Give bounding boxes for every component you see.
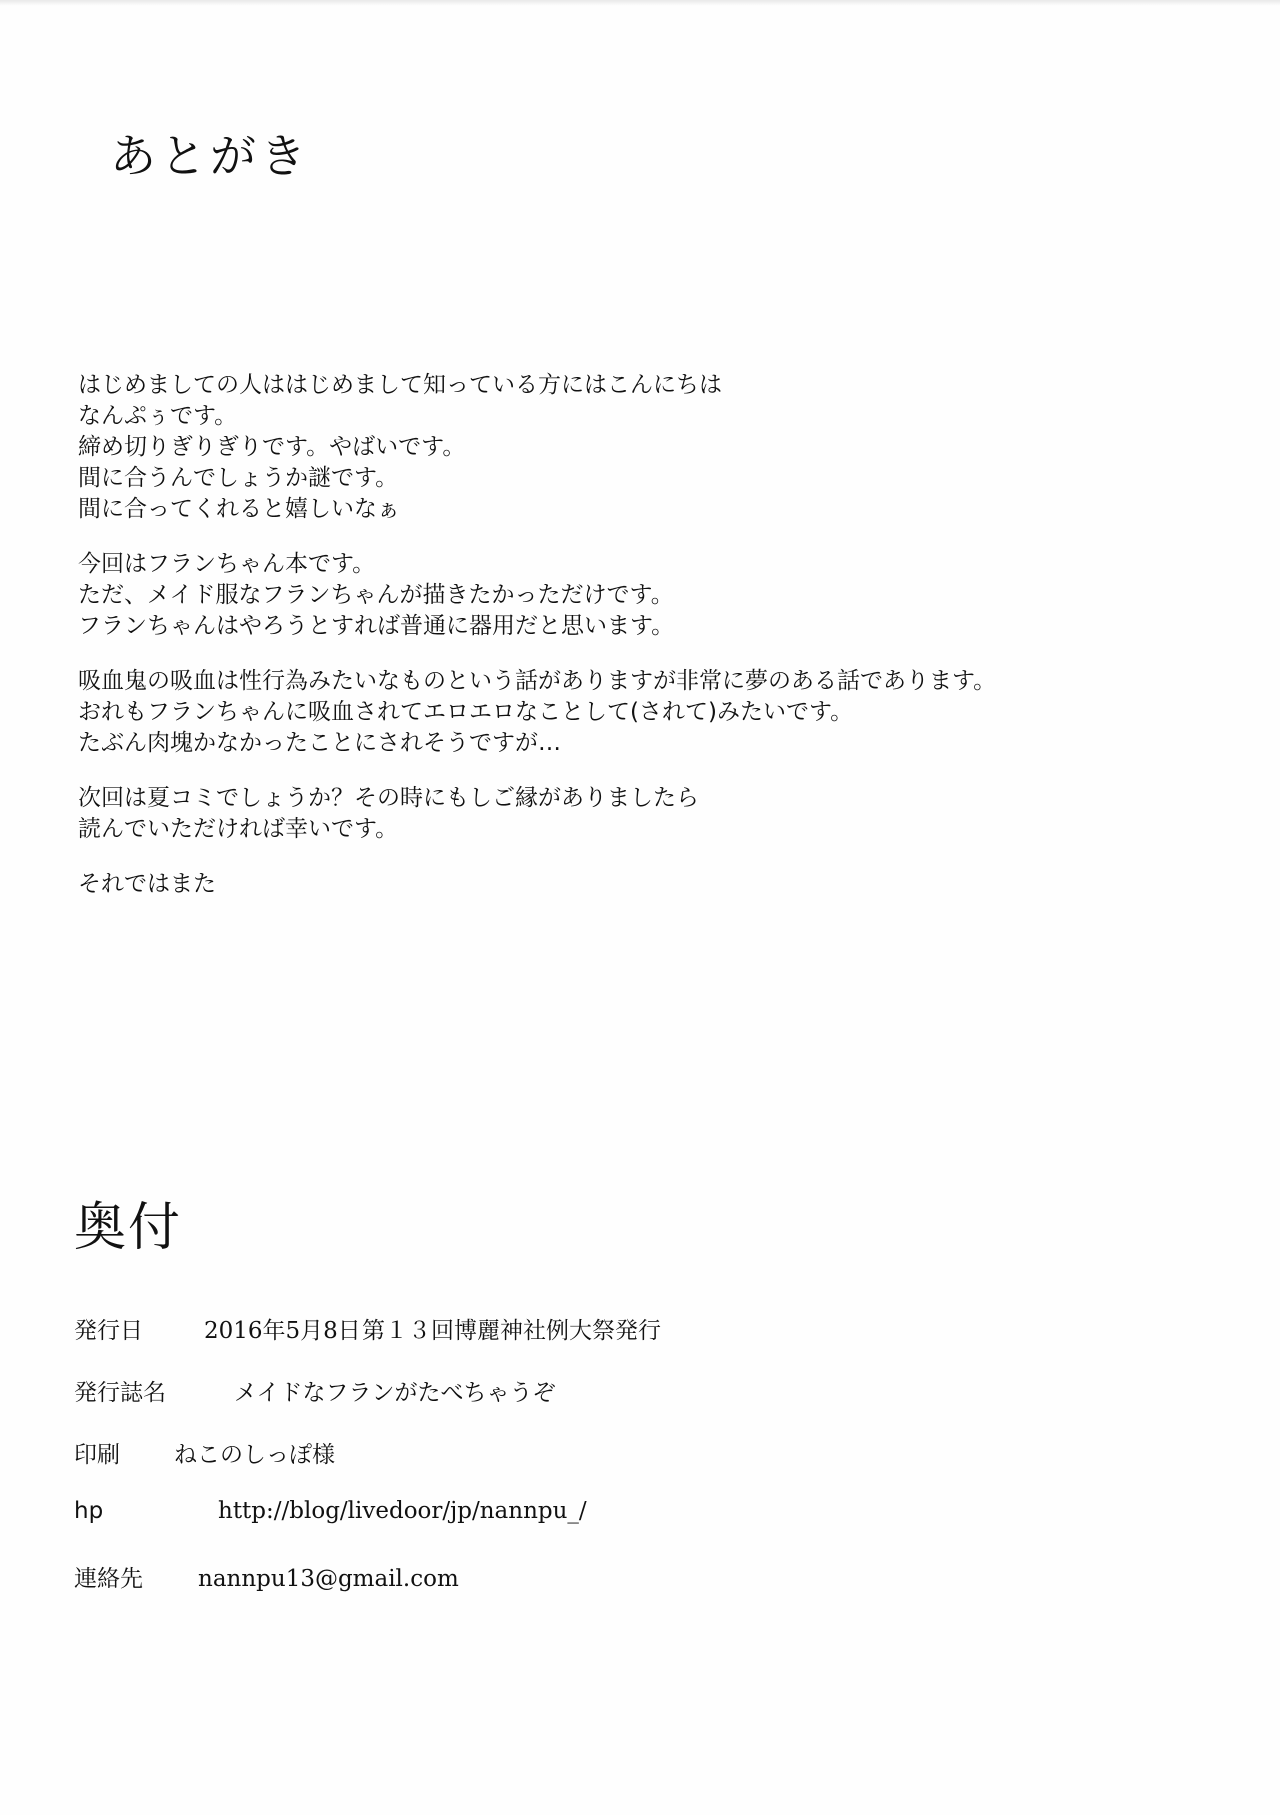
afterword-paragraph [78, 666, 1228, 759]
book-title-row [74, 1374, 1174, 1436]
issue-date-label: 発行日 [74, 1318, 143, 1344]
afterword-line: 締め切りぎりぎりです。やばいです。 [78, 434, 466, 460]
afterword-line: フランちゃんはやろうとすれば普通に器用だと思います。 [78, 613, 675, 639]
issue-date-row [74, 1312, 1174, 1374]
afterword-paragraph [78, 783, 1228, 845]
afterword-line: 読んでいただければ幸いです。 [78, 816, 399, 842]
homepage-row [74, 1498, 1174, 1560]
afterword-line: なんぷぅです。 [78, 403, 238, 429]
printer-value: ねこのしっぽ様 [174, 1442, 335, 1468]
issue-event-value: 第１３回博麗神社例大祭発行 [362, 1318, 661, 1344]
afterword-paragraph [78, 549, 1228, 642]
issue-date-value: 2016年5月8日 [204, 1318, 361, 1344]
afterword-line: 吸血鬼の吸血は性行為みたいなものという話がありますが非常に夢のある話であります。 [78, 668, 997, 694]
afterword-title: あとがき [110, 129, 310, 183]
afterword-paragraph [78, 869, 1228, 900]
contact-label: 連絡先 [74, 1566, 143, 1592]
contact-row [74, 1560, 1174, 1622]
printer-label: 印刷 [74, 1442, 120, 1468]
afterword-body [78, 370, 1228, 924]
afterword-paragraph [78, 370, 1228, 525]
afterword-line: おれもフランちゃんに吸血されてエロエロなことして(されて)みたいです。 [78, 699, 854, 725]
afterword-line: 次回は夏コミでしょうか？その時にもしご縁がありましたら [78, 785, 699, 811]
scan-edge [0, 0, 1280, 6]
afterword-line: たぶん肉塊かなかったことにされそうですが… [78, 730, 561, 756]
afterword-line: ただ、メイド服なフランちゃんが描きたかっただけです。 [78, 582, 674, 608]
book-title-value: メイドなフランがたべちゃうぞ [234, 1380, 556, 1406]
book-title-label: 発行誌名 [74, 1380, 166, 1406]
afterword-line: 間に合ってくれると嬉しいなぁ [78, 496, 400, 522]
afterword-line: はじめましての人ははじめまして知っている方にはこんにちは [78, 372, 722, 398]
colophon-title: 奥付 [74, 1198, 183, 1258]
afterword-line: 今回はフランちゃん本です。 [78, 551, 376, 577]
colophon-section [74, 1312, 1174, 1622]
homepage-link: http://blog/livedoor/jp/nannpu_/ [218, 1498, 587, 1524]
afterword-line: 間に合うんでしょうか謎です。 [78, 465, 399, 491]
contact-email: nannpu13@gmail.com [198, 1566, 459, 1592]
printer-row [74, 1436, 1174, 1498]
afterword-line: それではまた [78, 871, 216, 897]
homepage-label: hp [74, 1498, 104, 1524]
